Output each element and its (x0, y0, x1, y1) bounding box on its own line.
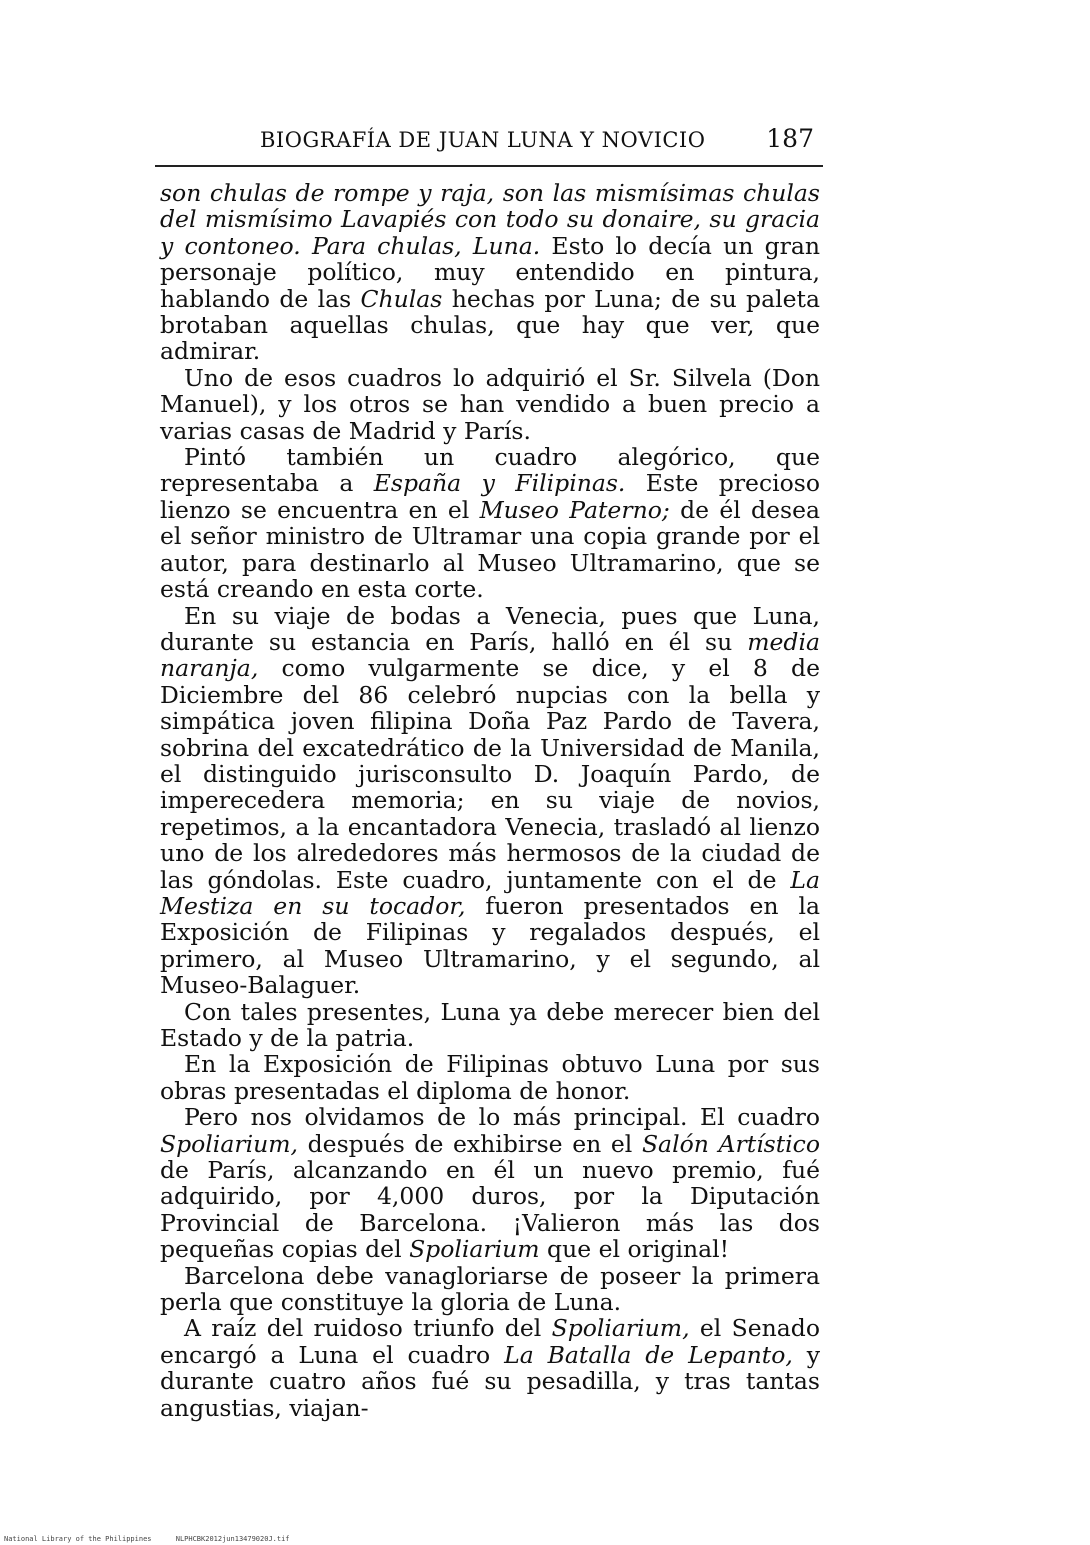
paragraph-6: En la Exposición de Filipinas obtuvo Luna por sus obras presentadas el diploma de honor. (160, 1050, 820, 1105)
text-run: Este precioso lienzo se encuentra en el (160, 469, 820, 524)
scan-footer (4, 1535, 310, 1543)
file-id: NLPHCBK2012jun13479020J.tif (175, 1535, 290, 1543)
italic-text: Chulas (360, 284, 443, 313)
header-rule (155, 165, 823, 167)
text-run: que el original! (539, 1235, 730, 1264)
library-credit: National Library of the Philippines (4, 1535, 152, 1543)
text-run: Esto lo decía un gran personaje político, muy entendido en pintura, hablando de las (160, 231, 821, 313)
running-title: BIOGRAFÍA DE JUAN LUNA Y NOVICIO (260, 128, 706, 152)
text-run: después de exhibirse en el (297, 1129, 642, 1158)
italic-text: España y Filipinas. (373, 469, 626, 498)
italic-text: Spoliarium (409, 1235, 540, 1264)
italic-text: Spoliarium, (551, 1314, 690, 1343)
paragraph-8: Barcelona debe vanagloriarse de poseer la primera perla que constituye la gloria de Luna. (160, 1261, 820, 1317)
italic-text: La Batalla de Lepanto, (504, 1340, 793, 1369)
italic-text: La Mestiza en su tocador, (160, 865, 820, 920)
text-run: Pero nos olvidamos de lo más principal. El cuadro (184, 1103, 820, 1132)
paragraph-1 (160, 180, 820, 365)
italic-text: Museo Paterno; (479, 495, 670, 524)
text-run: como vulgarmente se dice, y el 8 de Diciembre del 86 celebró nupcias con la bella y simpática joven filipina Doña Paz Pardo de Tavera, sobrina del excatedrático de la Universidad de Manila, el distinguido jurisconsulto D. Joaquín Pardo, de imperecedera memoria; en su viaje de novios, repetimos, a la encantadora Venecia, trasladó al lienzo uno de los alrededores más hermosos de la ciudad de las góndolas. Este cuadro, juntamente con el de (160, 654, 820, 894)
italic-text: media naranja, (160, 627, 820, 683)
italic-text: Spoliarium, (160, 1129, 298, 1158)
text-run: fueron presentados en la Exposición de Filipinas y regalados después, el primero, al Museo Ultramarino, y el segundo, al Museo-Balaguer. (160, 891, 821, 1000)
text-run: En su viaje de bodas a Venecia, pues que Luna, durante su estancia en París, halló en él su (160, 601, 820, 656)
italic-text: son chulas de rompe y raja, son las mismísimas chulas del mismísimo Lavapiés con todo su donaire, su gracia y contoneo. Para chulas, Luna. (160, 179, 820, 260)
paragraph-2: Uno de esos cuadros lo adquirió el Sr. Silvela (Don Manuel), y los otros se han vendido a buen precio a varias casas de Madrid y París. (160, 363, 820, 445)
text-run: Pintó también un cuadro alegórico, que representaba a (160, 443, 820, 498)
paragraph-9 (160, 1315, 820, 1421)
text-run: hechas por Luna; de su paleta brotaban aquellas chulas, que hay que ver, que admirar. (160, 284, 820, 366)
text-run: y durante cuatro años fué su pesadilla, y tras tantas angustias, viajan- (160, 1340, 820, 1422)
italic-text: Salón Artístico (641, 1129, 820, 1158)
paragraph-7 (160, 1104, 820, 1262)
body-text (160, 180, 820, 1421)
paragraph-4 (160, 603, 820, 999)
page-header (160, 124, 820, 158)
text-run: de él desea el señor ministro de Ultramar una copia grande por el autor, para destinarlo al Museo Ultramarino, que se está creando en esta corte. (160, 495, 820, 604)
paragraph-3 (160, 444, 820, 602)
text-run: de París, alcanzando en él un nuevo premio, fué adquirido, por 4,000 duros, por la Diputación Provincial de Barcelona. ¡Valieron más las dos pequeñas copias del (160, 1156, 820, 1264)
paragraph-5: Con tales presentes, Luna ya debe merecer bien del Estado y de la patria. (160, 997, 820, 1052)
text-run: A raíz del ruidoso triunfo del (184, 1314, 552, 1343)
page-number: 187 (766, 124, 814, 153)
text-run: el Senado encargó a Luna el cuadro (160, 1314, 820, 1369)
